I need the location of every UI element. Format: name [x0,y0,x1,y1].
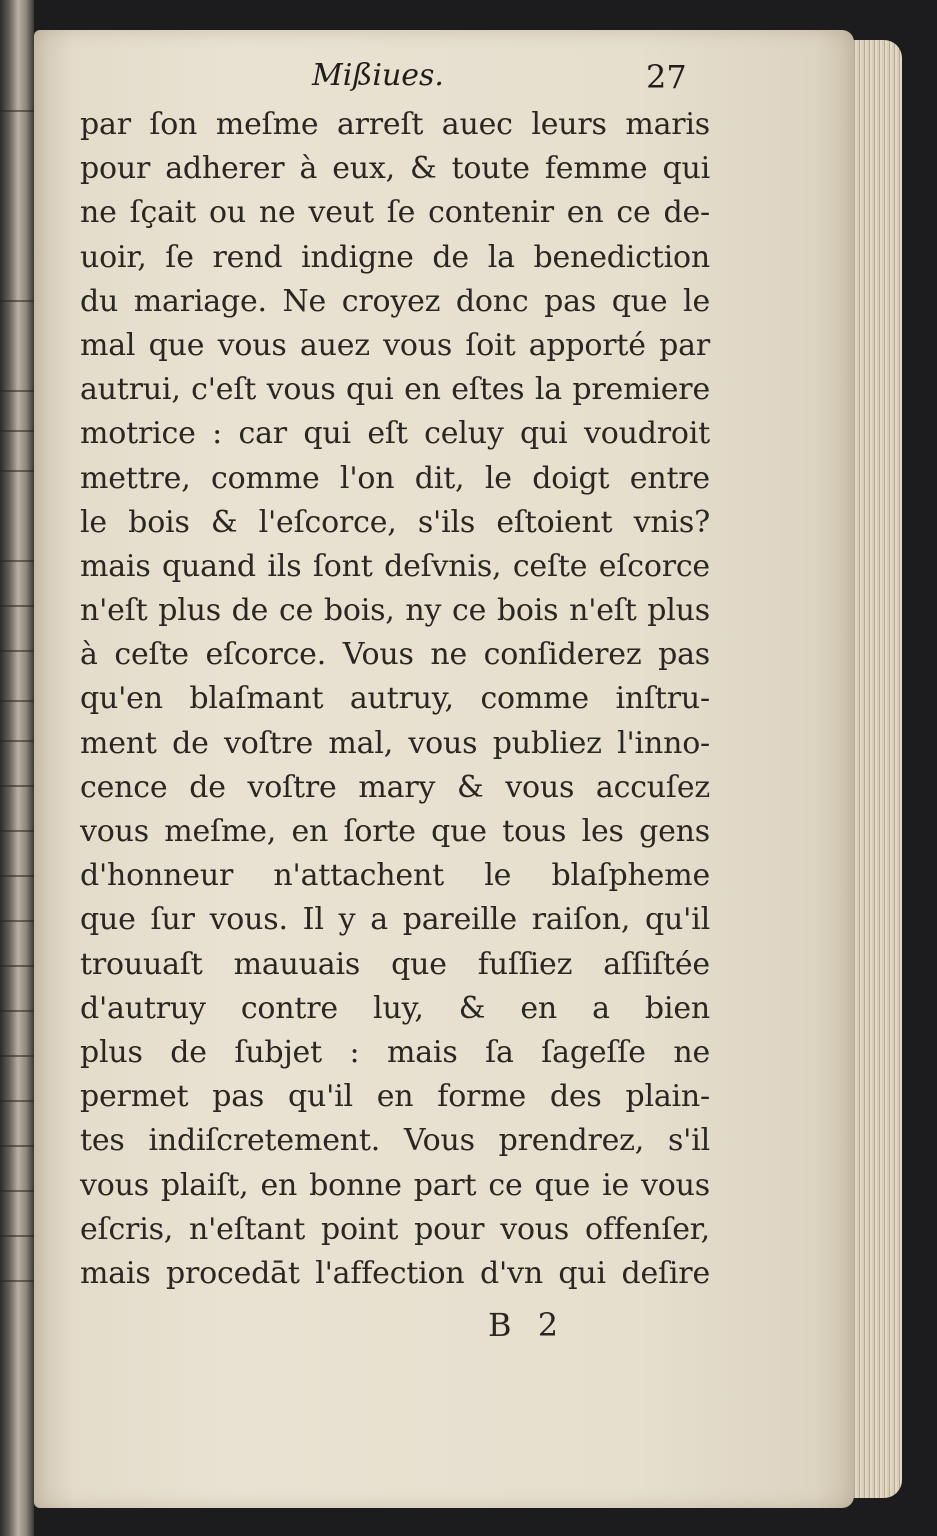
text-line: motrice : car qui eſt celuy qui voudroit [80,416,710,452]
text-line: d'autruy contre luy, & en a bien [80,990,710,1026]
text-line: d'honneur n'attachent le blaſpheme [80,858,710,894]
text-line: mais procedāt l'affection d'vn qui deſire [80,1255,710,1291]
signature-mark: B 2 [488,1306,567,1344]
text-line: à ceſte eſcorce. Vous ne conſiderez pas [80,637,710,673]
text-line: qu'en blaſmant autruy, comme inſtru- [80,681,710,717]
text-line: eſcris, n'eſtant point pour vous offenſer, [80,1211,710,1247]
text-line: plus de ſubjet : mais ſa ſageſſe ne [80,1034,710,1070]
text-line: le bois & l'eſcorce, s'ils eſtoient vnis? [80,504,710,540]
text-line: n'eſt plus de ce bois, ny ce bois n'eſt plus [80,593,710,629]
page-number: 27 [646,58,687,96]
text-line: vous plaiſt, en bonne part ce que ie vous [80,1167,710,1203]
text-line: vous meſme, en ſorte que tous les gens [80,814,710,849]
running-head: Mißiues. [312,58,444,93]
body-text [80,103,710,1296]
page-header [34,52,854,102]
text-line: mais quand ils ſont deſvnis, ceſte eſcorce [80,548,710,584]
page-edges [852,40,902,1498]
text-line: par ſon meſme arreſt auec leurs maris [80,107,710,142]
text-line: autrui, c'eſt vous qui en eſtes la premiere [80,372,710,408]
text-line: cence de voſtre mary & vous accuſez [80,769,710,805]
text-line: mettre, comme l'on dit, le doigt entre [80,460,710,496]
text-line: ne ſçait ou ne veut ſe contenir en ce de- [80,195,710,231]
text-line: ment de voſtre mal, vous publiez l'inno- [80,725,710,761]
text-line: pour adherer à eux, & toute femme qui [80,151,710,187]
text-line: trouuaſt mauuais que fuſſiez aſſiſtée [80,946,710,982]
text-line: que ſur vous. Il y a pareille raiſon, qu'il [80,902,710,938]
text-line: mal que vous auez vous ſoit apporté par [80,327,710,363]
book-binding-edge [0,0,34,1536]
text-line: permet pas qu'il en forme des plain- [80,1079,710,1115]
text-line: uoir, ſe rend indigne de la benediction [80,239,710,275]
text-line: tes indiſcretement. Vous prendrez, s'il [80,1123,710,1159]
text-line: du mariage. Ne croyez donc pas que le [80,283,710,319]
